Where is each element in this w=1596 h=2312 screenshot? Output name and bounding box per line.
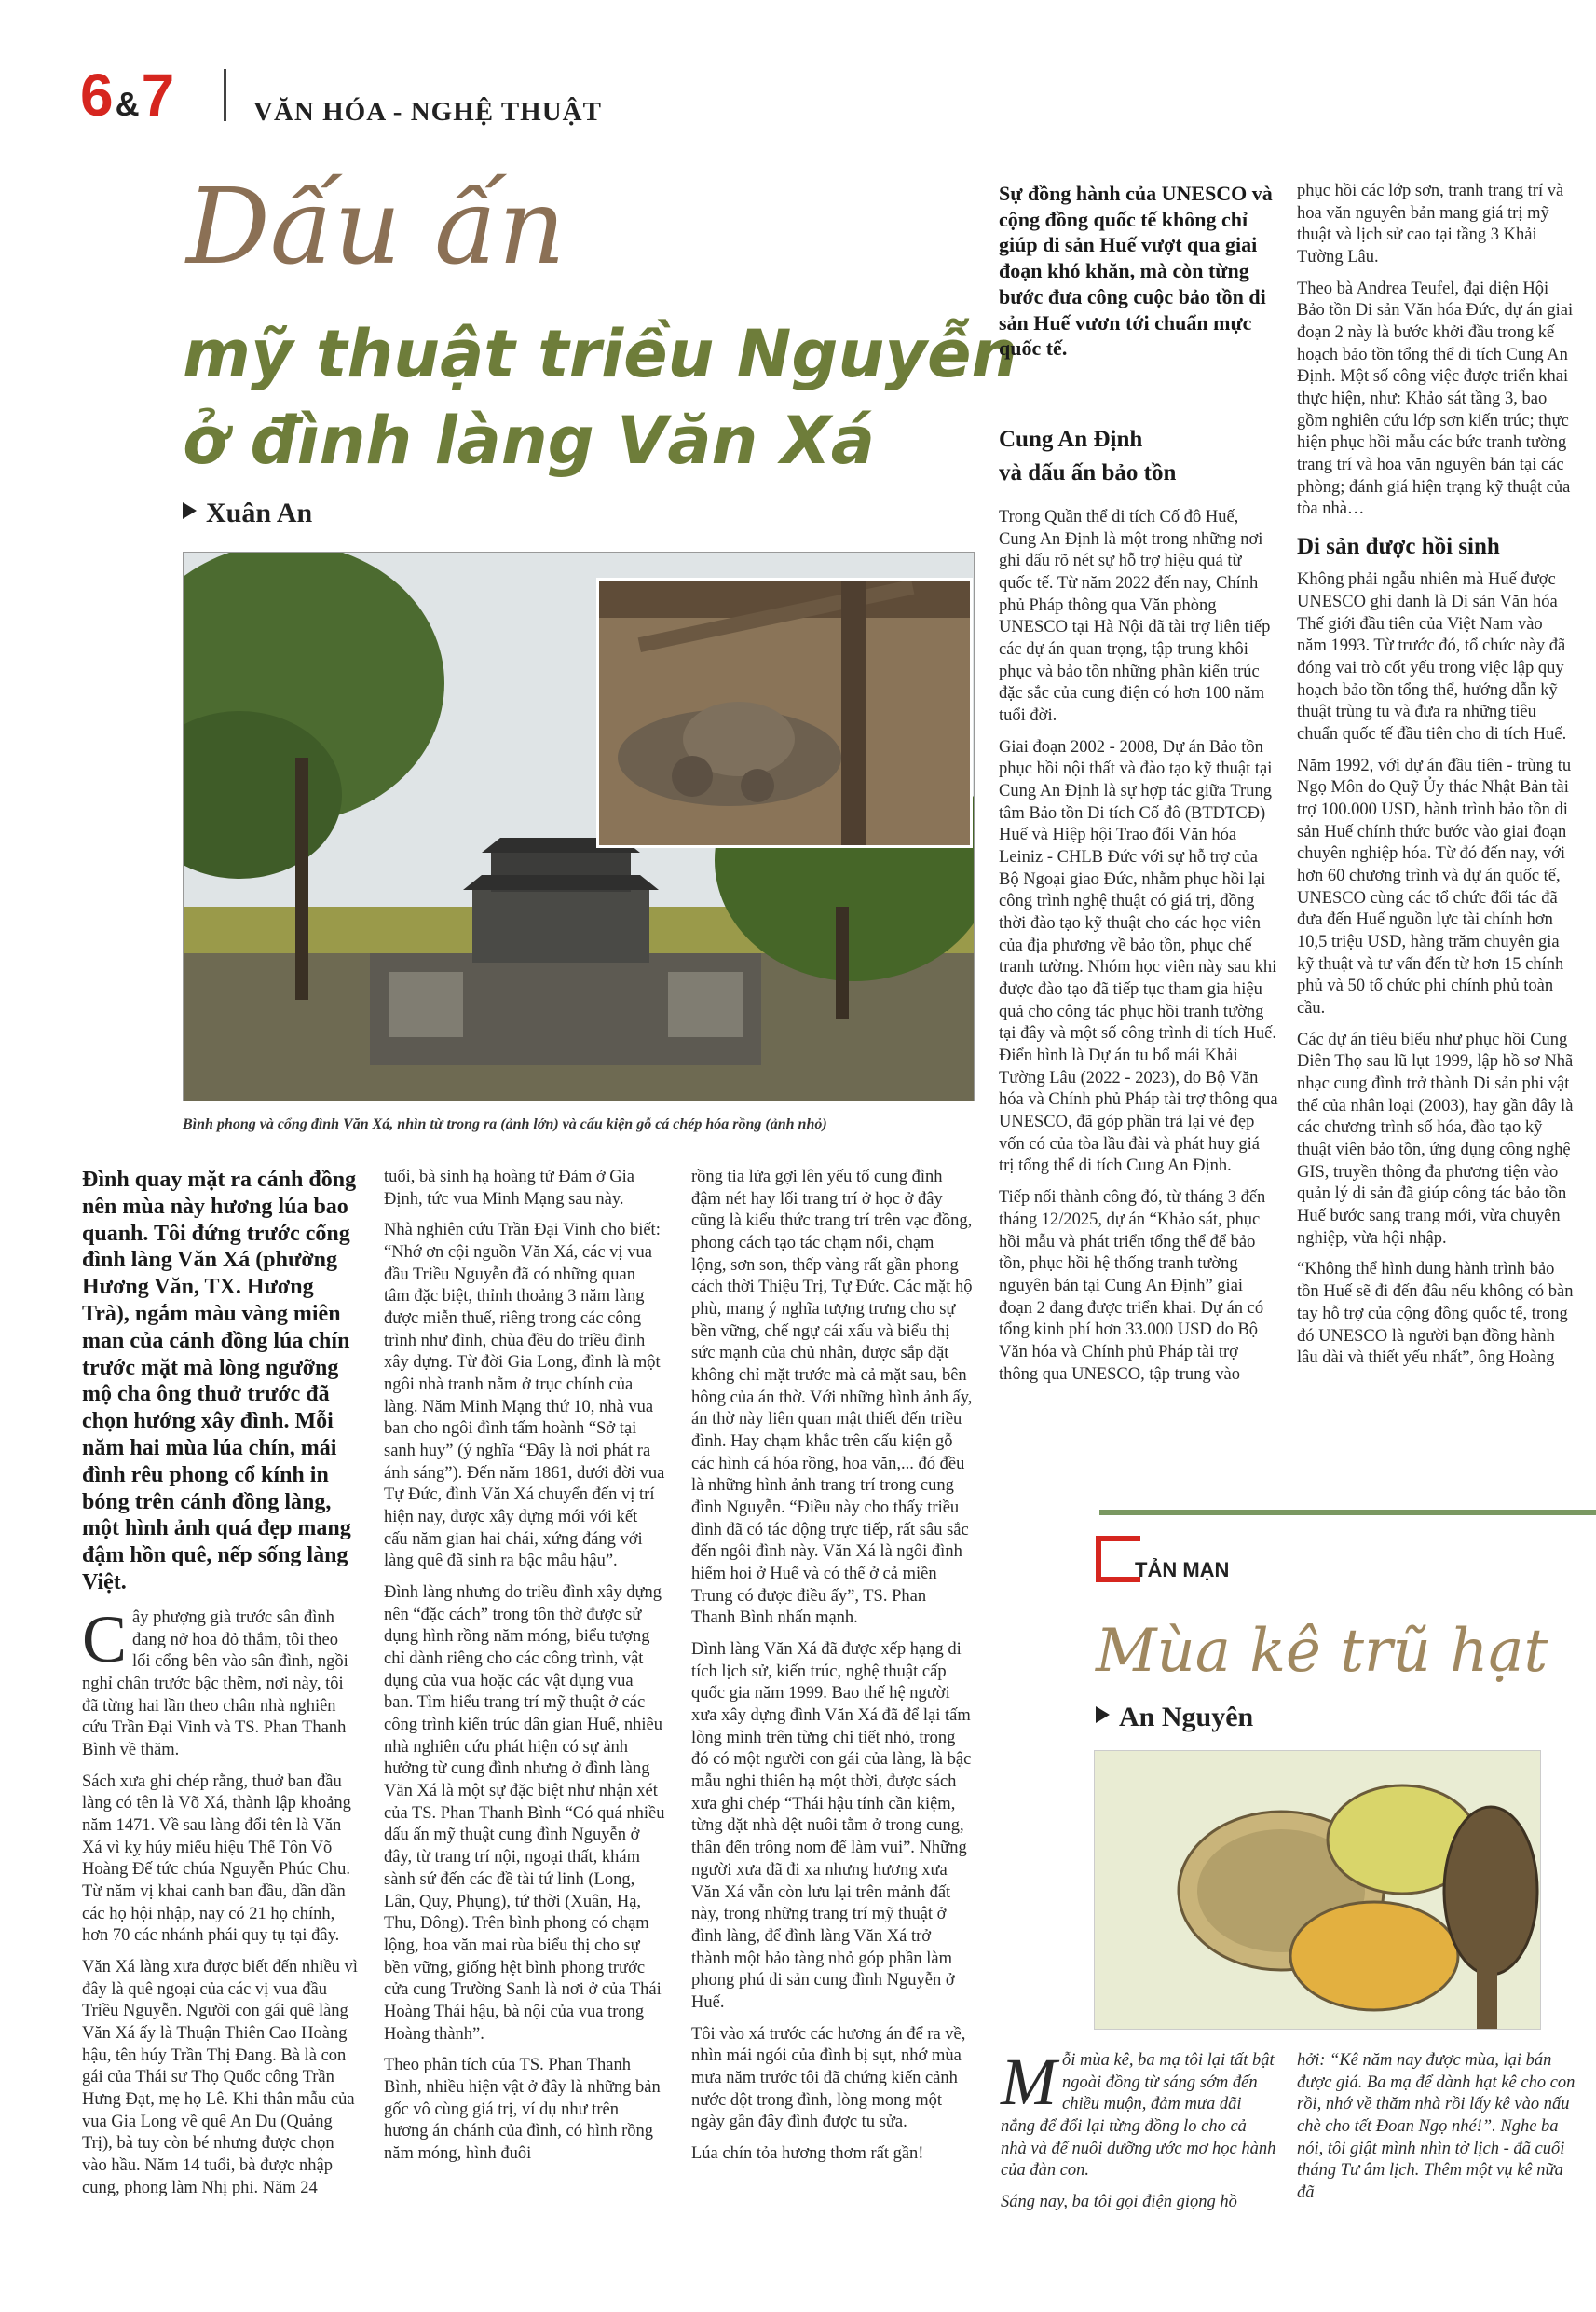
- article-column-1: [82, 1602, 358, 2209]
- carp-dragon-carving-illustration: [599, 581, 970, 845]
- photo-caption: Bình phong và cổng đình Văn Xá, nhìn từ trong ra (ảnh lớn) và cấu kiện gỗ cá chép hóa rồng (ảnh nhỏ): [183, 1116, 827, 1132]
- header-divider: [224, 69, 226, 121]
- tanman-frame-icon: [1096, 1536, 1140, 1582]
- byline-arrow-icon: [183, 502, 197, 519]
- sidebar-column-2: [1297, 181, 1576, 1379]
- tanman-column-1: [1001, 2045, 1276, 2223]
- sidebar-column-1: [999, 507, 1278, 1395]
- millet-illustration: [1094, 1750, 1541, 2030]
- pull-quote: Sự đồng hành của UNESCO và cộng đồng quốc tế không chỉ giúp di sản Huế vượt qua giai đoạn khó khăn, mà còn từng bước đưa công cuộc bảo tồn di sản Huế vươn tới chuẩn mực quốc tế.: [999, 182, 1273, 361]
- article-title-line1: Dấu ấn: [186, 167, 566, 288]
- drop-cap: C: [82, 1602, 128, 1676]
- page-number: 6&7: [80, 62, 175, 129]
- drop-cap: M: [1001, 2045, 1057, 2119]
- tanman-byline: An Nguyên: [1096, 1703, 1253, 1731]
- paragraph: Theo bà Andrea Teufel, đại diện Hội Bảo tồn Di sản Văn hóa Đức, dự án giai đoạn 2 này là bước khởi đầu trong kế hoạch bảo tồn tổng thể di tích Cung An Định. Một số công việc được triển khai thực hiện, như: Khảo sát tầng 3, bao gồm nghiên cứu lớp sơn kiến trúc; thực hiện phục hồi mẫu các bức tranh tường trang trí và hoa văn nguyên bản tại các phòng; đánh giá hiện trạng kỹ thuật của tòa nhà…: [1297, 279, 1574, 519]
- paragraph: Tôi vào xá trước các hương án để ra về, nhìn mái ngói của đình bị sụt, nhớ mùa mưa năm trước tôi đã chứng kiến cảnh nước dột trong đình, lòng mong một ngày gần đây đình được tu sửa.: [691, 2024, 966, 2132]
- inset-photo: [596, 578, 973, 848]
- tanman-label: TẢN MẠN: [1135, 1558, 1230, 1581]
- paragraph: rồng tia lửa gợi lên yếu tố cung đình đậm nét hay lối trang trí ở học ở đây cũng là kiểu thức trang trí trên vạc đồng, phong cách tạo tác chạm nổi, chạm lộng, sơn son, thếp vàng rất gần phong cách thời Thiệu Trị, Tự Đức. Các mặt hộ phù, mang ý nghĩa tượng trưng cho sự bền vững, chế ngự cái xấu và biểu thị sức mạnh của chủ nhân, được sắp đặt không chỉ mặt trước mà cả mặt sau, bên hông của án thờ. Với những hình ảnh ấy, án thờ này liên quan mật thiết đến triều đình. Hay chạm khắc trên cấu kiện gỗ các hình cá hóa rồng, hoa văn,... đó đều là những hình ảnh trang trí trong cung đình Nguyễn. “Điều này cho thấy triều đình đã có tác động trực tiếp, rất sâu sắc đến ngôi đình này. Văn Xá là ngôi đình hiếm hoi ở Huế và có thể ở cả miền Trung có được điều ấy”, TS. Phan Thanh Bình nhấn mạnh.: [691, 1168, 973, 1628]
- paragraph: Tiếp nối thành công đó, từ tháng 3 đến tháng 12/2025, dự án “Khảo sát, phục hồi mẫu và phát triển tổng thể để bảo tồn, phục hồi hệ thống tranh tường nguyên bản tại Cung An Định” giai đoạn 2 đang được triển khai. Dự án có tổng kinh phí hơn 33.000 USD do Bộ Văn hóa và Chính phủ Pháp tài trợ thông qua UNESCO, tập trung vào: [999, 1188, 1266, 1384]
- section-title: VĂN HÓA - NGHỆ THUẬT: [253, 97, 602, 127]
- section-heading-di-san: Di sản được hồi sinh: [1297, 534, 1500, 560]
- paragraph: “Không thể hình dung hành trình bảo tồn Huế sẽ đi đến đâu nếu không có bàn tay hỗ trợ của cộng đồng quốc tế, trong đó UNESCO là người bạn đồng hành lâu dài và thiết yếu nhất”, ông Hoàng: [1297, 1260, 1574, 1368]
- paragraph: Giai đoạn 2002 - 2008, Dự án Bảo tồn phục hồi nội thất và đào tạo kỹ thuật tại Cung An Định là sự hợp tác giữa Trung tâm Bảo tồn Di tích Cố đô (BTDTCĐ) Huế và Hiệp hội Trao đổi Văn hóa Leiniz - CHLB Đức với sự hỗ trợ của Bộ Ngoại giao Đức, nhằm phục hồi lại công trình nghệ thuật có giá trị, đồng thời đào tạo kỹ thuật cho các học viên của địa phương về bảo tồn, phục chế tranh tường. Nhóm học viên này sau khi được đào tạo đã tiếp tục tham gia hiệu quả cho công tác phục hồi tranh tường tại đây và một số công trình di tích Huế. Điển hình là Dự án tu bổ mái Khải Tường Lâu (2022 - 2023), do Bộ Văn hóa và Chính phủ Pháp tài trợ thông qua UNESCO, đã góp phần trả lại vẻ đẹp vốn có của tòa lầu đài và phát huy giá trị tổng thể di tích Cung An Định.: [999, 737, 1278, 1176]
- paragraph: tuổi, bà sinh hạ hoàng tử Đảm ở Gia Định, tức vua Minh Mạng sau này.: [384, 1168, 634, 1209]
- paragraph: Sách xưa ghi chép rằng, thuở ban đầu làng có tên là Võ Xá, thành lập khoảng năm 1471. Về sau làng đổi tên là Văn Xá vì kỵ húy miếu hiệu Thế Tôn Võ Hoàng Đế tức chúa Nguyễn Phúc Chu. Từ năm vị khai canh ban đầu, dần dần các họ hội nhập, nay có 21 họ chính, hơn 70 các nhánh phái quy tụ tại đây.: [82, 1772, 351, 1946]
- paragraph: Năm 1992, với dự án đầu tiên - trùng tu Ngọ Môn do Quỹ Ủy thác Nhật Bản tài trợ 100.000 USD, hành trình bảo tồn di sản Huế chính thức bước vào giai đoạn chuyên nghiệp hóa. Từ đó đến nay, với hơn 60 chương trình và dự án quốc tế, UNESCO cùng các tổ chức đối tác đã đưa đến Huế nguồn lực tài chính hơn 10,5 triệu USD, hàng trăm chuyên gia kỹ thuật và tư vấn đến từ hơn 15 chính phủ và 50 tổ chức phi chính phủ toàn cầu.: [1297, 756, 1572, 1019]
- paragraph: Cây phượng già trước sân đình đang nở hoa đỏ thắm, tôi theo lối cổng bên vào sân đình, ngồi nghỉ chân trước bậc thềm, nơi này, tôi đã từng hai lần theo chân nhà nghiên cứu Trần Đại Vinh và TS. Phan Thanh Bình về thăm.: [82, 1602, 348, 1760]
- paragraph: Nhà nghiên cứu Trần Đại Vinh cho biết: “Nhớ ơn cội nguồn Văn Xá, các vị vua đầu Triều Nguyễn đã có những quan tâm đặc biệt, thỉnh thoảng 3 năm làng được miễn thuế, riêng trong các công trình như đình, chùa đều do triều đình xây dựng. Từ đời Gia Long, đình là một ngôi nhà tranh nằm ở trục chính của làng. Năm Minh Mạng thứ 10, nhà vua ban cho ngôi đình tấm hoành “Sở tại sanh huy” (ý nghĩa “Đây là nơi phát ra ánh sáng”). Đến năm 1861, dưới đời vua Tự Đức, đình Văn Xá chuyển đến vị trí hiện nay, được xây dựng mới với kết cấu năm gian hai chái, xứng đáng với làng quê đã sinh ra bậc mẫu hậu”.: [384, 1221, 665, 1571]
- article-byline: Xuân An: [183, 499, 312, 527]
- article-column-2: [384, 1167, 665, 2175]
- article-title-line2: mỹ thuật triều Nguyễn: [183, 316, 1018, 392]
- byline-arrow-icon: [1096, 1706, 1110, 1723]
- section-rule: [1099, 1510, 1596, 1515]
- paragraph: Theo phân tích của TS. Phan Thanh Bình, nhiều hiện vật ở đây là những bản gốc vô cùng giá trị, ví dụ như trên hương án chánh của đình, có hình rồng năm móng, hình đuôi: [384, 2056, 661, 2163]
- article-column-3: [691, 1167, 973, 2175]
- paragraph: Trong Quần thể di tích Cố đô Huế, Cung An Định là một trong những nơi ghi dấu rõ nét sự hỗ trợ hiệu quả từ quốc tế. Từ năm 2022 đến nay, Chính phủ Pháp thông qua Văn phòng UNESCO tại Hà Nội đã tài trợ liên tiếp các dự án quan trọng, tập trung khôi phục và bảo tồn những phần kiến trúc đặc sắc của cung điện có hơn 100 năm tuổi đời.: [999, 508, 1271, 726]
- paragraph: Lúa chín tỏa hương thơm rất gần!: [691, 2143, 924, 2163]
- paragraph: Các dự án tiêu biểu như phục hồi Cung Diên Thọ sau lũ lụt 1999, lập hồ sơ Nhã nhạc cung đình trở thành Di sản phi vật thể của nhân loại (2003), hay gần đây là các chương trình số hóa, đào tạo kỹ thuật viên bảo tồn, ứng dụng công nghệ GIS, truyền thông đa phương tiện vào quản lý di sản đã giúp công tác bảo tồn Huế bước sang trang mới, vừa chuyên nghiệp, vừa hội nhập.: [1297, 1030, 1574, 1248]
- paragraph: Sáng nay, ba tôi gọi điện giọng hồ: [1001, 2193, 1237, 2212]
- paragraph: Mỗi mùa kê, ba mạ tôi lại tất bật ngoài đồng từ sáng sớm đến chiều muộn, đảm mưa dãi nắng để đổi lại từng đồng lo cho cả nhà và để nuôi dưỡng ước mơ học hành của đàn con.: [1001, 2045, 1276, 2181]
- paragraph: Không phải ngẫu nhiên mà Huế được UNESCO ghi danh là Di sản Văn hóa Thế giới đầu tiên của Việt Nam vào năm 1993. Từ trước đó, tổ chức này đã đóng vai trò cốt yếu trong việc lập quy hoạch bảo tồn tổng thể, hướng dẫn kỹ thuật trùng tu và đưa ra những tiêu chuẩn quốc tế đầu tiên cho di tích Huế.: [1297, 570, 1567, 745]
- millet-bowls-illustration: [1095, 1751, 1541, 2030]
- paragraph: phục hồi các lớp sơn, tranh trang trí và hoa văn nguyên bản mang giá trị mỹ thuật và lịch sử cao tại tầng 3 Khải Tường Lâu.: [1297, 182, 1564, 267]
- paragraph: hởi: “Kê năm nay được mùa, lại bán được giá. Ba mạ để dành hạt kê cho con rồi, nhớ về thăm nhà rồi lấy kê vào nấu chè cho tết Đoan Ngọ nhé!”. Nghe ba nói, tôi giật mình nhìn tờ lịch - đã cuối tháng Tư âm lịch. Thêm một vụ kê nữa đã: [1297, 2051, 1576, 2203]
- article-title-line3: ở đình làng Văn Xá: [183, 403, 875, 479]
- article-lede: Đình quay mặt ra cánh đồng nên mùa này hương lúa bao quanh. Tôi đứng trước cổng đình làng Văn Xá (phường Hương Văn, TX. Hương Trà), ngắm màu vàng miên man của cánh đồng lúa chín trước mặt mà lòng ngưỡng mộ cha ông thuở trước đã chọn hướng xây đình. Mỗi năm hai mùa lúa chín, mái đình rêu phong cổ kính in bóng trên cánh đồng làng, một hình ảnh quá đẹp mang đậm hồn quê, nếp sống làng Việt.: [82, 1168, 357, 1594]
- paragraph: Đình làng Văn Xá đã được xếp hạng di tích lịch sử, kiến trúc, nghệ thuật cấp quốc gia năm 1999. Bao thế hệ người xưa xây dựng đình Văn Xá đã để lại tấm lòng mình trên từng chi tiết nhỏ, trong đó có một người con gái của làng, là bậc mẫu nghi thiên hạ một thời, được sách xưa ghi chép “Thái hậu tính cần kiệm, từng dặt nhà dệt nuôi tằm ở trong cung, thân đến trông nom để làm vui”. Những người xưa đã đi xa nhưng hương xưa Văn Xá vẫn còn lưu lại trên mảnh đất này, trong những trang trí mỹ thuật ở đình làng, để đình làng Văn Xá trở thành một bảo tàng nhỏ góp phần làm phong phú di sản cung đình Nguyễn ở Huế.: [691, 1640, 972, 2012]
- section-heading-cung-an-dinh: Cung An Định và dấu ấn bảo tồn: [999, 427, 1177, 486]
- paragraph: Văn Xá làng xưa được biết đến nhiều vì đây là quê ngoại của các vị vua đầu Triều Nguyễn. Người con gái quê làng Văn Xá ấy là Thuận Thiên Cao Hoàng hậu, tên húy Trần Thị Đang. Bà là con gái của Thái sư Thọ Quốc công Trần Hưng Đạt, mẹ họ Lê. Khi thân mẫu của vua Gia Long về quê An Du (Quảng Trị), bà tuy còn bé nhưng được chọn vào hầu. Năm 14 tuổi, bà được nhập cung, phong làm Nhị phi. Năm 24: [82, 1958, 358, 2197]
- paragraph: Đình làng nhưng do triều đình xây dựng nên “đặc cách” trong tôn thờ được sử dụng hình rồng năm móng, biểu tượng chỉ dành riêng cho các công trình, vật dụng của vua hoặc các vật dụng vua ban. Tìm hiểu trang trí mỹ thuật ở các công trình kiến trúc dân gian Huế, nhiều nhà nghiên cứu phát hiện có sự ảnh hưởng từ cung đình nhưng ở đình làng Văn Xá là một sự đặc biệt như nhận xét của TS. Phan Thanh Bình “Có quá nhiều dấu ấn mỹ thuật cung đình Nguyễn ở đây, từ trang trí nội, ngoại thất, khám sành sứ đến các đề tài tứ linh (Long, Lân, Quy, Phụng), tứ thời (Xuân, Hạ, Thu, Đông). Trên bình phong có chạm lộng, hoa văn mai rùa biểu thị cho sự bền vững, giống hệt bình phong trước cửa cung Trường Sanh là nơi ở của Thái Hoàng Thái hậu, bà nội của vua trong Hoàng thành”.: [384, 1583, 665, 2044]
- tanman-title: Mùa kê trũ hạt: [1096, 1617, 1548, 1686]
- tanman-column-2: [1297, 2050, 1576, 2214]
